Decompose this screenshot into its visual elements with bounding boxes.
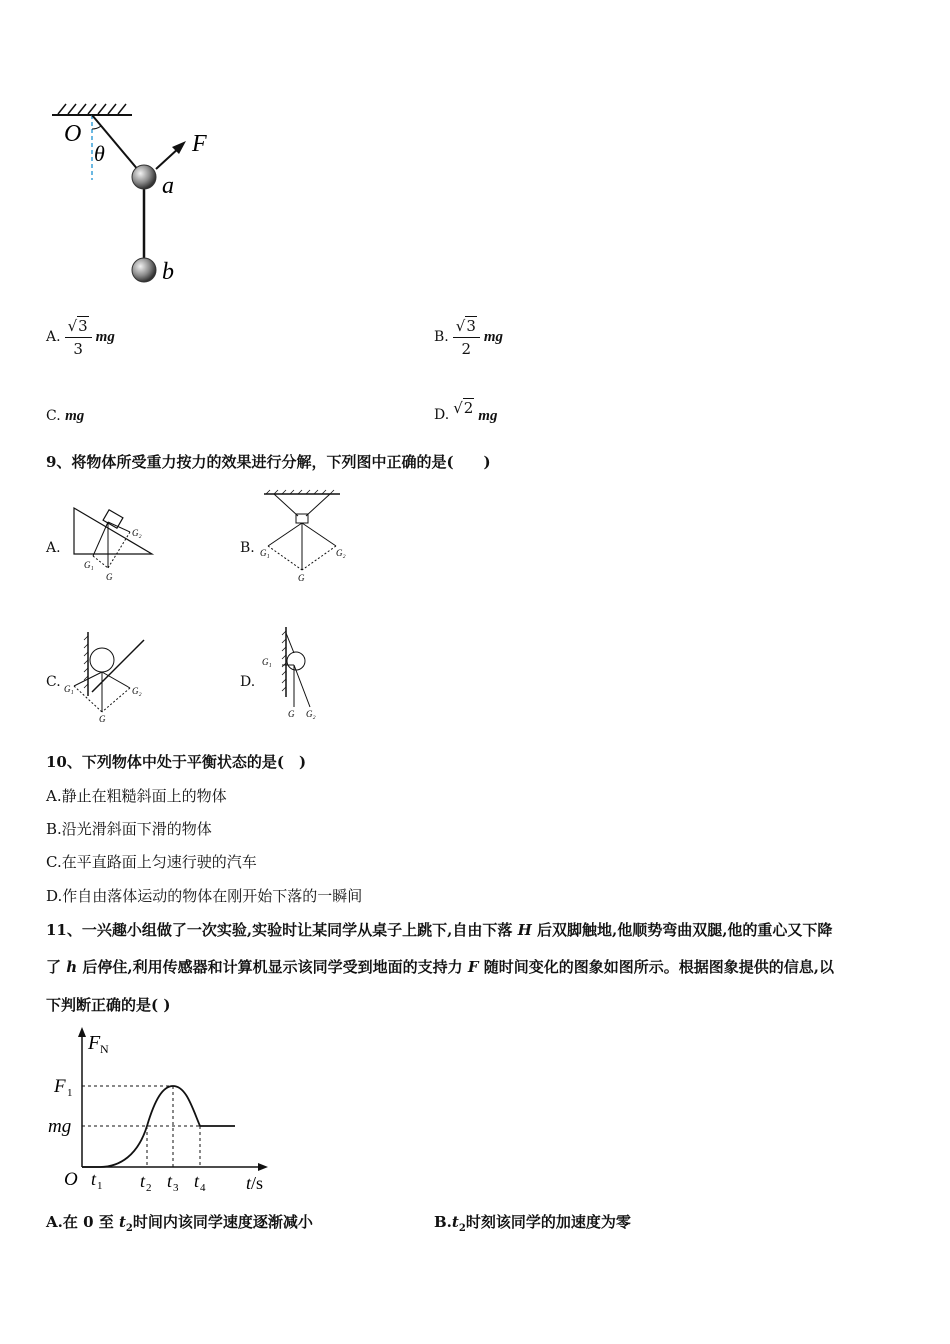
fraction: $\frac{√3}{3}$: [65, 315, 92, 360]
label-b: b: [162, 259, 174, 285]
svg-text:G₁: G₁: [260, 548, 270, 558]
svg-text:G₁: G₁: [64, 684, 74, 694]
svg-text:G₁: G₁: [84, 560, 94, 570]
svg-text:G₂: G₂: [132, 528, 142, 538]
fraction: $\frac{√3}{2}$: [453, 315, 480, 360]
label-theta: θ: [94, 141, 105, 166]
tick-t4-sub: 4: [200, 1182, 206, 1194]
q11-stem-line1: 11、一兴趣小组做了一次实验,实验时让某同学从桌子上跳下,自由下落 H 后双脚触地,他顺势弯曲双腿,他的重心又下降: [46, 921, 833, 939]
tick-mg: mg: [48, 1116, 72, 1137]
tick-t1: t: [91, 1169, 97, 1189]
svg-text:G: G: [298, 573, 305, 583]
x-axis-arrow: [258, 1163, 268, 1171]
q9-option-a-label[interactable]: A.: [46, 540, 61, 556]
q10-option-b[interactable]: B.沿光滑斜面下滑的物体: [46, 820, 212, 838]
q11-stem-line2: 了 h 后停住,利用传感器和计算机显示该同学受到地面的支持力 F 随时间变化的图象如图所示。根据图象提供的信息,以: [46, 958, 834, 976]
tick-t2: t: [140, 1171, 146, 1191]
tick-t1-sub: 1: [97, 1180, 103, 1192]
q9-figure-c: [62, 628, 152, 723]
q9-figure-b: [258, 488, 353, 583]
label-O: O: [64, 121, 82, 147]
q10-option-a[interactable]: A.静止在粗糙斜面上的物体: [46, 787, 227, 805]
q11-option-a[interactable]: A.在 0 至 $t_2$时间内该同学速度逐渐减小: [46, 1213, 313, 1234]
y-label: F: [88, 1032, 101, 1054]
q8-option-c[interactable]: C. mg: [46, 408, 85, 424]
svg-text:G: G: [106, 572, 113, 582]
pendulum-figure: [40, 95, 240, 295]
q9-figure-d: [258, 625, 338, 723]
label-a: a: [162, 173, 174, 199]
tick-F1-sub: 1: [67, 1087, 73, 1099]
q9-option-c-label[interactable]: C.: [46, 674, 61, 690]
q10-option-c[interactable]: C.在平直路面上匀速行驶的汽车: [46, 853, 257, 871]
svg-text:G: G: [288, 709, 295, 719]
sqrt-two: √2: [453, 399, 474, 417]
tick-F1: F: [54, 1076, 66, 1097]
label-F: F: [192, 131, 207, 157]
q10-option-d[interactable]: D.作自由落体运动的物体在刚开始下落的一瞬间: [46, 887, 363, 905]
tick-O: O: [64, 1169, 78, 1190]
q11-option-b[interactable]: $B.t_2$时刻该同学的加速度为零: [434, 1213, 631, 1234]
x-label: t/s: [246, 1173, 264, 1193]
q9-stem: 9、将物体所受重力按力的效果进行分解，下列图中正确的是( ): [46, 453, 491, 471]
q10-stem: 10、下列物体中处于平衡状态的是( ): [46, 753, 307, 771]
q9-figure-a: [68, 500, 158, 590]
svg-text:G₂: G₂: [336, 548, 346, 558]
q9-option-d-label[interactable]: D.: [240, 674, 256, 690]
q11-stem-line3: 下判断正确的是( ): [46, 996, 171, 1014]
y-axis-arrow: [78, 1027, 86, 1037]
series-line: [82, 1086, 235, 1167]
q8-option-a[interactable]: A. $\frac{√3}{3}$ mg: [46, 316, 115, 358]
svg-text:G₁: G₁: [262, 657, 272, 667]
svg-text:G₂: G₂: [306, 709, 316, 719]
tick-t3-sub: 3: [173, 1182, 179, 1194]
tick-t4: t: [194, 1171, 200, 1191]
force-time-chart: [40, 1025, 280, 1200]
y-label-sub: N: [100, 1042, 109, 1056]
q8-option-b[interactable]: B. $\frac{√3}{2}$ mg: [434, 316, 504, 358]
q9-option-b-label[interactable]: B.: [240, 540, 255, 556]
svg-text:G: G: [99, 714, 106, 723]
q8-option-d[interactable]: D. √2 mg: [434, 399, 498, 424]
svg-text:G₂: G₂: [132, 686, 142, 696]
tick-t2-sub: 2: [146, 1182, 152, 1194]
tick-t3: t: [167, 1171, 173, 1191]
